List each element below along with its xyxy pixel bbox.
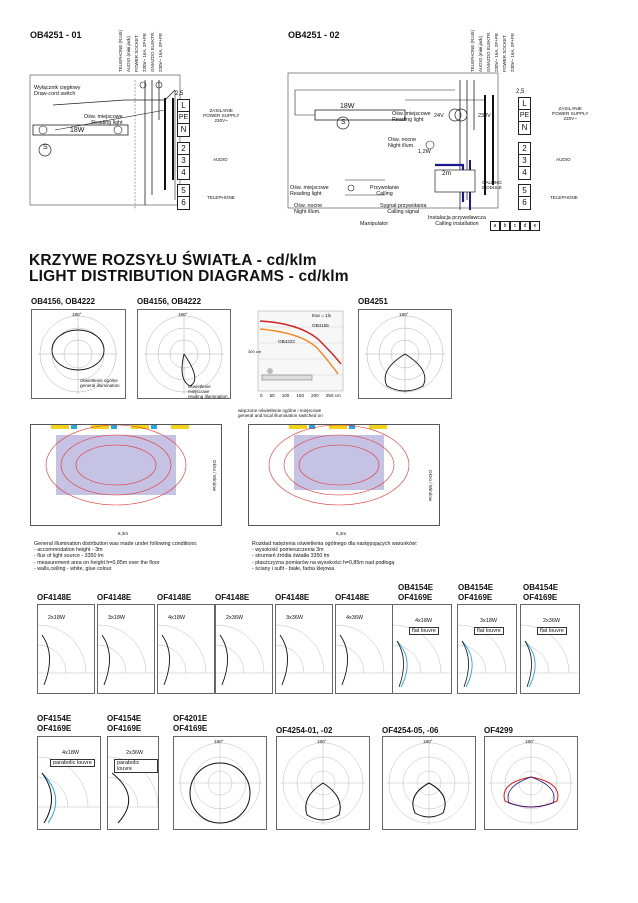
left-s-label: S [43, 144, 48, 151]
right-reading-label [290, 185, 329, 197]
install-pl: Instalacja przywoławcza [428, 215, 486, 221]
polar-legend [80, 378, 120, 388]
chart-xticks [260, 393, 341, 398]
polar-ob4156-general [31, 309, 126, 399]
vlabel: TELEPHONE (RJ45) [470, 30, 475, 73]
vlabel: GNIAZDO ELEKTR. [486, 31, 491, 73]
vlabel: 230V~ 16A, 2P+PE [494, 32, 499, 73]
row3-code: OF4201E [173, 714, 208, 723]
night-pl: Ośw. nocne [388, 137, 417, 143]
right-night2-label [294, 203, 322, 215]
cond-line: - ściany i sufit - białe, farba klejowa [252, 565, 335, 572]
polar-svg [277, 737, 369, 829]
install-en: Calling installation [435, 221, 479, 227]
night-en: Night illum. [388, 143, 415, 149]
x-tick: 150 [296, 393, 305, 398]
bus-terminal: e [530, 221, 540, 231]
reading-en: Reading light [290, 191, 322, 197]
room-svg [249, 425, 439, 525]
room-svg [31, 425, 221, 525]
polar-of4201e [173, 736, 267, 830]
title-pl: KRZYWE ROZSYŁU ŚWIATŁA - cd/klm [29, 252, 317, 269]
r-terminal-5: 5 [518, 184, 531, 198]
title-en: LIGHT DISTRIBUTION DIAGRAMS - cd/klm [29, 268, 349, 285]
terminal-n: N [177, 123, 190, 137]
row3-sub: OF4169E [107, 724, 142, 733]
polar-tick: 180° [178, 312, 188, 317]
chart-svg [248, 309, 348, 404]
r-supply-en: POWER SUPPLY [552, 111, 589, 116]
switch-label-en: Draw-cord switch [34, 91, 76, 97]
polar-tick: 180° [317, 739, 327, 744]
row2-code: OF4148E [97, 593, 132, 602]
local-en: Reading light [91, 120, 123, 126]
cond-line: Rozkład natężenia oświetlenia ogólnego dla następujących warunków: [252, 541, 418, 547]
row2-code: OF4148E [275, 593, 310, 602]
polar-of4148e-2x18 [37, 604, 95, 694]
right-signal-label [380, 203, 426, 215]
polar-tick: 180° [423, 739, 433, 744]
row2-code: OF4148E [37, 593, 72, 602]
polar-of4299 [484, 736, 578, 830]
bus-terminals [490, 221, 540, 231]
call-en: Calling [376, 191, 393, 197]
vlabel: 230V~ 16A, 2P+PE [158, 32, 163, 73]
polar-of4148e-3x36 [275, 604, 333, 694]
cond-line: - walls,ceiling - white, glue colour [34, 565, 112, 572]
left-switch-label [34, 85, 80, 97]
row2-sub: OF4169E [523, 593, 558, 602]
polar-tick: 180° [72, 312, 82, 317]
bus-terminal: b [500, 221, 510, 231]
polar-ob4156-reading [137, 309, 231, 399]
polar-legend [188, 384, 230, 399]
polar-ob4154e-4x18 [392, 604, 452, 694]
type-label: 4x18W [168, 615, 186, 621]
room-plan-local [248, 424, 440, 526]
louvre-label: flat louvre [474, 627, 504, 635]
bus-terminal: a [490, 221, 500, 231]
diagram-code-left: OB4251 - 01 [30, 30, 82, 40]
type-label: 2x18W [48, 615, 66, 621]
louvre-label: flat louvre [537, 627, 567, 635]
terminal-pe: PE [177, 111, 190, 125]
type-label: 2x36W [126, 750, 144, 756]
left-lamp-label: 18W [70, 127, 85, 134]
legend-pl: oświetlenie miejscowe [188, 384, 211, 394]
polar-of4148e-2x36 [215, 604, 273, 694]
row2-sub: OF4169E [398, 593, 433, 602]
polar-of4148e-4x18 [157, 604, 215, 694]
signal-pl: Sygnał przywołania [380, 203, 427, 209]
row1-label-3: OB4251 [358, 297, 388, 306]
polar-of4254-05 [382, 736, 476, 830]
right-supply-label [552, 106, 588, 121]
row3-code: OF4154E [37, 714, 72, 723]
polar-svg [485, 737, 577, 829]
vlabel: TELEPHONE (RJ45) [118, 30, 123, 73]
room-plan-general [30, 424, 222, 526]
iso-caption [238, 408, 323, 418]
supply-en: POWER SUPPLY [203, 113, 240, 118]
right-install-label [428, 215, 486, 227]
terminal-2: 2 [177, 142, 190, 156]
vlabel: POWER SOCKET [502, 35, 507, 73]
bus-terminal: c [510, 221, 520, 231]
x-tick: 50 [269, 393, 275, 398]
vlabel: AUDIO (mini jack) [478, 36, 483, 73]
left-vertical-labels [118, 30, 163, 72]
polar-svg [383, 737, 475, 829]
type-label: 2x36W [226, 615, 244, 621]
right-night-label [388, 137, 416, 149]
row2-code: OF4148E [335, 593, 370, 602]
louvre-label: parabolic louvre [50, 759, 95, 767]
vlabel: GNIAZDO ELEKTR. [150, 31, 155, 73]
right-vertical-labels [470, 30, 515, 72]
row2-code: OF4148E [157, 593, 192, 602]
switch-label-pl: Wyłącznik cięgłowy [34, 85, 81, 91]
type-label: 4x36W [346, 615, 364, 621]
r-terminal-2: 2 [518, 142, 531, 156]
reading-pl: Ośw. miejscowe [290, 185, 329, 191]
polar-of4148e-3x18 [97, 604, 155, 694]
cond-line: General illumination distribution was made under following conditions: [34, 541, 198, 547]
row2-code: OB4154E [398, 583, 434, 592]
louvre-label: parabolic louvre [114, 759, 158, 773]
louvre-label: flat louvre [409, 627, 439, 635]
row2-code: OF4148E [215, 593, 250, 602]
right-s-label: S [341, 119, 346, 126]
terminal-5: 5 [177, 184, 190, 198]
room-window-label: Okno / Window [212, 460, 217, 492]
row2-code: OB4154E [523, 583, 559, 592]
r-terminal-3: 3 [518, 154, 531, 168]
room-window-label-2: Okno / Window [428, 470, 433, 502]
manipulator-label: Manipulator [360, 221, 389, 227]
left-wire-size: 2,5 [175, 91, 184, 97]
calling-module-label: CALLING MODULE [482, 180, 502, 190]
r-terminal-4: 4 [518, 166, 531, 180]
vlabel: AUDIO (mini jack) [126, 36, 131, 73]
left-audio-label: AUDIO [213, 157, 228, 162]
right-lamp-label: 18W [340, 103, 355, 110]
left-local-label [84, 114, 123, 126]
polar-of4148e-4x36 [335, 604, 393, 694]
r-terminal-pe: PE [518, 109, 531, 123]
right-telephone-label: TELEPHONE [550, 195, 578, 200]
row1-label-1: OB4156, OB4222 [31, 297, 96, 306]
type-label: 3x36W [286, 615, 304, 621]
polar-ob4154e-3x18 [457, 604, 517, 694]
bus-terminal: d [520, 221, 530, 231]
r-supply-pl: ZASILANIE [558, 106, 582, 111]
type-label: 4x18W [415, 618, 433, 624]
terminal-l: L [177, 99, 190, 113]
type-label: 3x18W [108, 615, 126, 621]
r-terminal-6: 6 [518, 196, 531, 210]
cond-line: - płaszczyzna pomiarów na wysokości h=0,85m nad podłogą [252, 559, 395, 566]
night2-pl: Ośw. nocne [294, 203, 323, 209]
terminal-6: 6 [177, 196, 190, 210]
row3-code: OF4299 [484, 726, 513, 735]
r-terminal-l: L [518, 97, 531, 111]
type-label: 4x18W [62, 750, 80, 756]
supply-v: 230V~ [214, 118, 228, 123]
polar-ob4251 [358, 309, 452, 399]
r-local-en: Reading light [392, 117, 424, 123]
cond-line: - strumień źródła światła 3350 lm [252, 553, 330, 560]
row2-sub: OF4169E [458, 593, 493, 602]
row3-sub: OF4169E [37, 724, 72, 733]
type-label: 2x36W [543, 618, 561, 624]
cond-line: - accommodation height - 3m [34, 547, 103, 554]
iso-caption-pl: włączone oświetlenie ogólne i miejscowe [238, 408, 322, 413]
right-audio-label: AUDIO [556, 157, 571, 162]
row3-code: OF4254-01, -02 [276, 726, 333, 735]
right-call-label [370, 185, 399, 197]
right-230v: 230V [478, 113, 491, 119]
row2-code: OB4154E [458, 583, 494, 592]
polar-tick: 180° [214, 739, 224, 744]
right-1-2w: 1,2W [418, 149, 431, 155]
room-dim-2: 6,3m [336, 531, 347, 536]
signal-en: Calling signal [387, 209, 420, 215]
x-tick: 100 [281, 393, 290, 398]
row1-label-2: OB4156, OB4222 [137, 297, 202, 306]
type-label: 3x18W [480, 618, 498, 624]
x-tick: 250 cm [325, 393, 341, 398]
illuminance-chart [248, 309, 348, 404]
night2-en: Night illum. [294, 209, 321, 215]
local-pl: Ośw. miejscowe [84, 114, 123, 120]
call-pl: Przywołanie [370, 185, 400, 191]
room-dim-1: 6,3m [118, 531, 129, 536]
vlabel: POWER SOCKET [134, 35, 139, 73]
legend-pl: oświetlenie ogólne [80, 378, 118, 383]
conditions-en [34, 541, 234, 572]
row3-sub: OF4169E [173, 724, 208, 733]
r-local-pl: Ośw. miejscowe [392, 111, 431, 117]
right-wire-size: 2,5 [516, 89, 525, 95]
polar-of4154e-4x18 [37, 736, 101, 830]
conditions-pl [252, 541, 462, 572]
iso-caption-en: general and local illumination switched on [238, 413, 323, 418]
cond-line: - wysokość pomieszczenia 3m [252, 547, 324, 554]
polar-ob4154e-2x36 [520, 604, 580, 694]
right-local-label [392, 111, 431, 123]
supply-pl: ZASILANIE [209, 108, 233, 113]
legend-en: general illumination [80, 383, 120, 388]
vlabel: 230V~ 16A, 2P+PE [510, 32, 515, 73]
r-terminal-n: N [518, 121, 531, 135]
terminal-3: 3 [177, 154, 190, 168]
vlabel: 230V~ 16A, 2P+PE [142, 32, 147, 73]
chart-series-1: OB4156 [312, 323, 329, 328]
row3-code: OF4154E [107, 714, 142, 723]
chart-series-2: OB4222 [278, 339, 295, 344]
cond-line: - measurement area on height h=0,85m over the floor [34, 559, 160, 566]
polar-of4254-01 [276, 736, 370, 830]
right-2m: 2m [442, 170, 452, 177]
chart-eav: Eav = 1lx [312, 313, 332, 318]
polar-tick: 180° [525, 739, 535, 744]
diagram-code-right: OB4251 - 02 [288, 30, 340, 40]
left-supply-label [203, 108, 239, 123]
right-24v: 24V [434, 113, 444, 119]
x-tick: 200 [311, 393, 319, 398]
polar-of4154e-2x36 [107, 736, 159, 830]
row3-code: OF4254-05, -06 [382, 726, 439, 735]
r-supply-v: 230V~ [563, 116, 577, 121]
x-tick: 0 [260, 393, 263, 398]
left-telephone-label: TELEPHONE [207, 195, 235, 200]
legend-en: reading illumination [188, 394, 228, 399]
cond-line: - flux of light source - 3350 lm [34, 553, 104, 560]
chart-ylabel: 300 cm [248, 349, 262, 354]
terminal-4: 4 [177, 166, 190, 180]
polar-tick: 180° [399, 312, 409, 317]
polar-svg [174, 737, 266, 829]
polar-svg [359, 310, 451, 398]
